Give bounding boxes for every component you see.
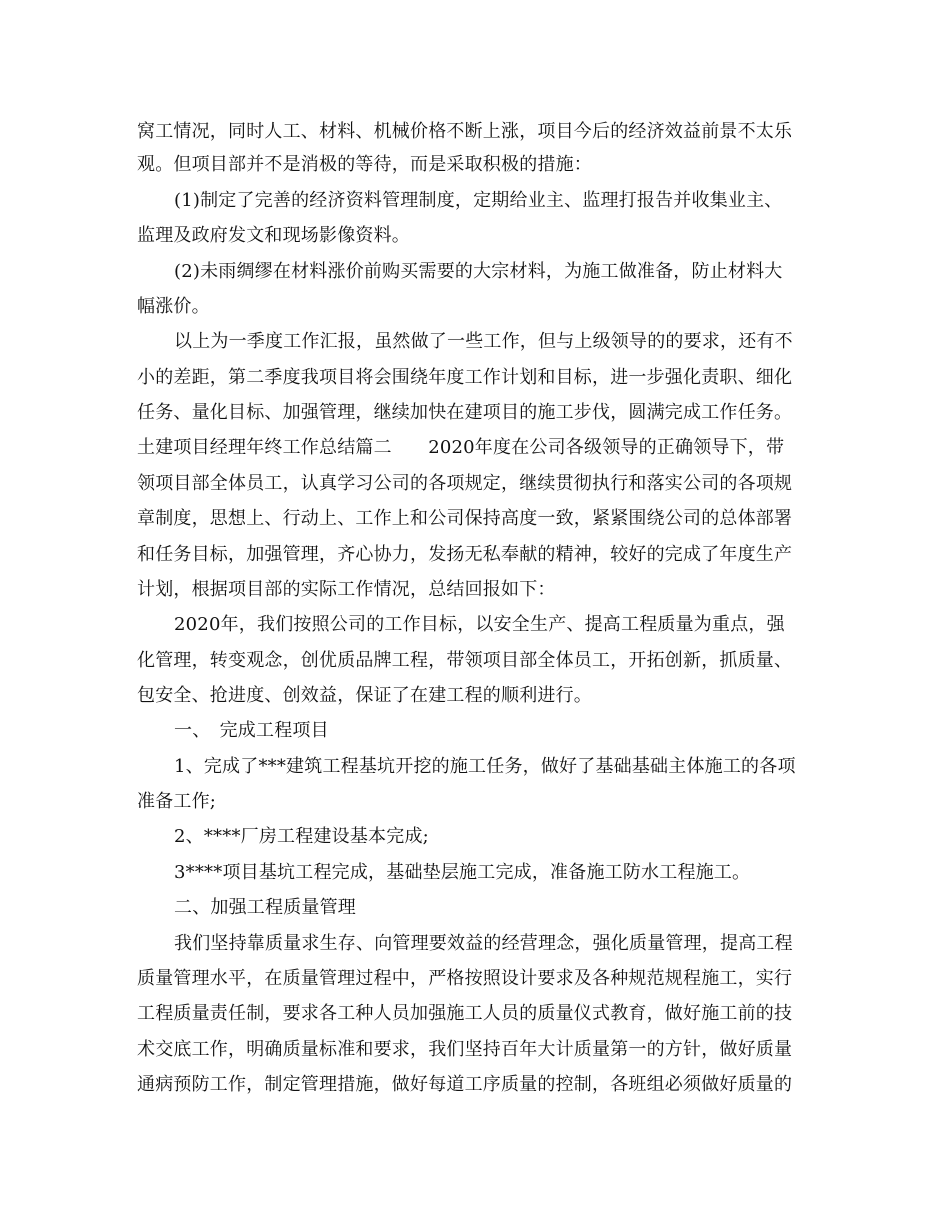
text-line: 化管理，转变观念，创优质品牌工程，带领项目部全体员工，开拓创新，抓质量、 xyxy=(137,650,793,671)
text-line: 观。但项目部并不是消极的等待，而是采取积极的措施： xyxy=(137,154,592,175)
text-line: 质量管理水平，在质量管理过程中，严格按照设计要求及各种规范规程施工，实行 xyxy=(137,968,793,989)
text-line: 以上为一季度工作汇报，虽然做了一些工作，但与上级领导的的要求，还有不 xyxy=(174,331,793,352)
text-line: 章制度，思想上、行动上、工作上和公司保持高度一致，紧紧围绕公司的总体部署 xyxy=(137,508,793,529)
text-line: 2020年，我们按照公司的工作目标，以安全生产、提高工程质量为重点，强 xyxy=(174,614,785,635)
text-line: 任务、量化目标、加强管理，继续加快在建项目的施工步伐，圆满完成工作任务。 xyxy=(137,402,793,423)
text-line: 领项目部全体员工，认真学习公司的各项规定，继续贯彻执行和落实公司的各项规 xyxy=(137,473,793,494)
text-line: 小的差距，第二季度我项目将会围绕年度工作计划和目标，进一步强化责职、细化 xyxy=(137,367,793,388)
text-line: 监理及政府发文和现场影像资料。 xyxy=(137,225,410,246)
text-line: 通病预防工作，制定管理措施，做好每道工序质量的控制，各班组必须做好质量的 xyxy=(137,1074,793,1095)
section-heading: 一、 完成工程项目 xyxy=(174,720,329,741)
text-line: 我们坚持靠质量求生存、向管理要效益的经营理念，强化质量管理，提高工程 xyxy=(174,933,793,954)
text-line: 准备工作; xyxy=(137,791,217,812)
text-line: 2、****厂房工程建设基本完成; xyxy=(174,826,429,847)
text-line: 幅涨价。 xyxy=(137,296,210,317)
text-line: (2)未雨绸缪在材料涨价前购买需要的大宗材料，为施工做准备，防止材料大 xyxy=(174,261,783,282)
text-line: 和任务目标，加强管理，齐心协力，发扬无私奉献的精神，较好的完成了年度生产 xyxy=(137,544,793,565)
text-line: 包安全、抢进度、创效益，保证了在建工程的顺利进行。 xyxy=(137,685,592,706)
text-line: 土建项目经理年终工作总结篇二 2020年度在公司各级领导的正确领导下，带 xyxy=(137,437,785,458)
text-line: 术交底工作，明确质量标准和要求，我们坚持百年大计质量第一的方针，做好质量 xyxy=(137,1039,793,1060)
text-line: 1、完成了***建筑工程基坑开挖的施工任务，做好了基础基础主体施工的各项 xyxy=(174,756,796,777)
text-line: (1)制定了完善的经济资料管理制度，定期给业主、监理打报告并收集业主、 xyxy=(174,190,783,211)
section-heading: 二、加强工程质量管理 xyxy=(174,897,356,918)
text-line: 3****项目基坑工程完成，基础垫层施工完成，准备施工防水工程施工。 xyxy=(174,862,751,883)
text-line: 窝工情况，同时人工、材料、机械价格不断上涨，项目今后的经济效益前景不太乐 xyxy=(137,121,793,142)
text-line: 计划，根据项目部的实际工作情况，总结回报如下： xyxy=(137,579,556,600)
text-line: 工程质量责任制，要求各工种人员加强施工人员的质量仪式教育，做好施工前的技 xyxy=(137,1003,793,1024)
